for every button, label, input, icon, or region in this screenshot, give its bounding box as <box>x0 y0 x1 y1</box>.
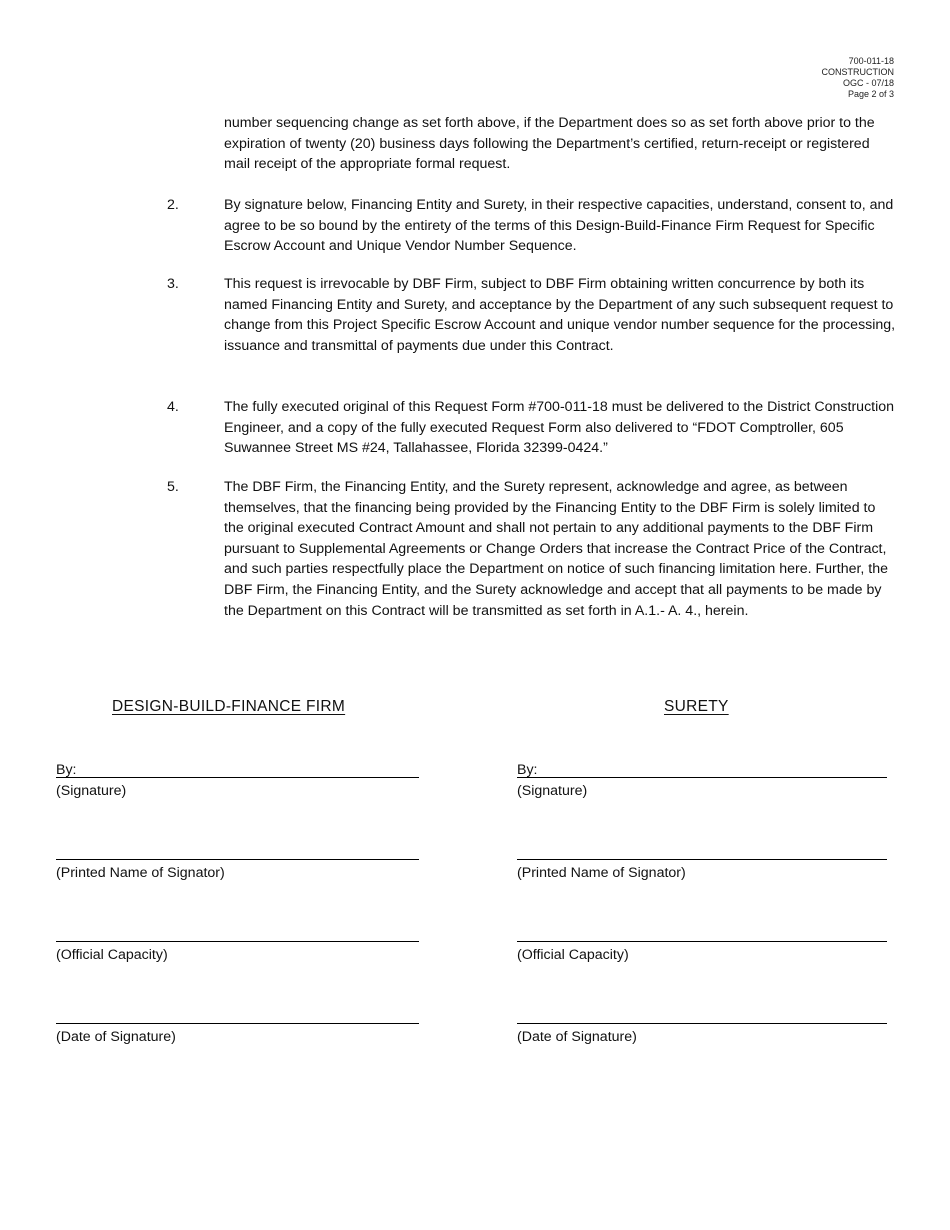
left-printed-name-line[interactable] <box>56 859 419 860</box>
left-by-label: By: <box>56 762 77 778</box>
item-number: 2. <box>167 197 179 213</box>
dbf-firm-heading: DESIGN-BUILD-FINANCE FIRM <box>112 698 346 715</box>
item-number: 4. <box>167 399 179 415</box>
right-printed-name-label: (Printed Name of Signator) <box>517 865 686 881</box>
item-number: 5. <box>167 479 179 495</box>
right-date-label: (Date of Signature) <box>517 1029 637 1045</box>
surety-heading: SURETY <box>664 698 729 715</box>
right-printed-name-line[interactable] <box>517 859 887 860</box>
form-header <box>822 56 895 100</box>
right-signature-line[interactable] <box>517 777 887 778</box>
right-date-line[interactable] <box>517 1023 887 1024</box>
left-date-line[interactable] <box>56 1023 419 1024</box>
right-official-capacity-line[interactable] <box>517 941 887 942</box>
right-official-capacity-label: (Official Capacity) <box>517 947 629 963</box>
left-printed-name-label: (Printed Name of Signator) <box>56 865 225 881</box>
item-text: This request is irrevocable by DBF Firm, subject to DBF Firm obtaining written concurrence by both its named Financing Entity and Surety, and acceptance by the Department of any such subsequent request to change from this Project Specific Escrow Account and unique vendor number sequence for the processing, issuance and transmittal of payments due under this Contract. <box>224 276 896 354</box>
form-category: CONSTRUCTION <box>821 67 894 77</box>
item-text: The fully executed original of this Request Form #700-011-18 must be delivered to the District Construction Engineer, and a copy of the fully executed Request Form also delivered to “FDOT Comptroller, 605 Suwannee Street MS #24, Tallahassee, Florida 32399-0424.” <box>224 399 895 457</box>
left-signature-label: (Signature) <box>56 783 127 799</box>
page-number: Page 2 of 3 <box>847 89 894 99</box>
item-number: 3. <box>167 276 179 292</box>
left-official-capacity-label: (Official Capacity) <box>56 947 168 963</box>
left-date-label: (Date of Signature) <box>56 1029 176 1045</box>
left-signature-line[interactable] <box>56 777 419 778</box>
right-by-label: By: <box>517 762 538 778</box>
form-revision: OGC - 07/18 <box>842 78 894 88</box>
right-signature-label: (Signature) <box>517 783 588 799</box>
continuation-paragraph: number sequencing change as set forth above, if the Department does so as set forth above prior to the expiration of twenty (20) business days following the Department’s certified, return-receipt or registered mail receipt of the appropriate formal request. <box>224 115 875 173</box>
item-text: The DBF Firm, the Financing Entity, and the Surety represent, acknowledge and agree, as between themselves, that the financing being provided by the Financing Entity to the DBF Firm is solely limited to the original executed Contract Amount and shall not pertain to any additional payments to the DBF Firm pursuant to Supplemental Agreements or Change Orders that increase the Contract Price of the Contract, and such parties respectfully place the Department on notice of such financing limitation here. Further, the DBF Firm, the Financing Entity, and the Surety acknowledge and accept that all payments to be made by the Department on this Contract will be transmitted as set forth in A.1.- A. 4., herein. <box>224 479 889 619</box>
form-number: 700-011-18 <box>848 56 894 66</box>
left-official-capacity-line[interactable] <box>56 941 419 942</box>
item-text: By signature below, Financing Entity and Surety, in their respective capacities, understand, consent to, and agree to be so bound by the entirety of the terms of this Design-Build-Finance Firm Request for Specific Escrow Account and Unique Vendor Number Sequence. <box>224 197 894 255</box>
